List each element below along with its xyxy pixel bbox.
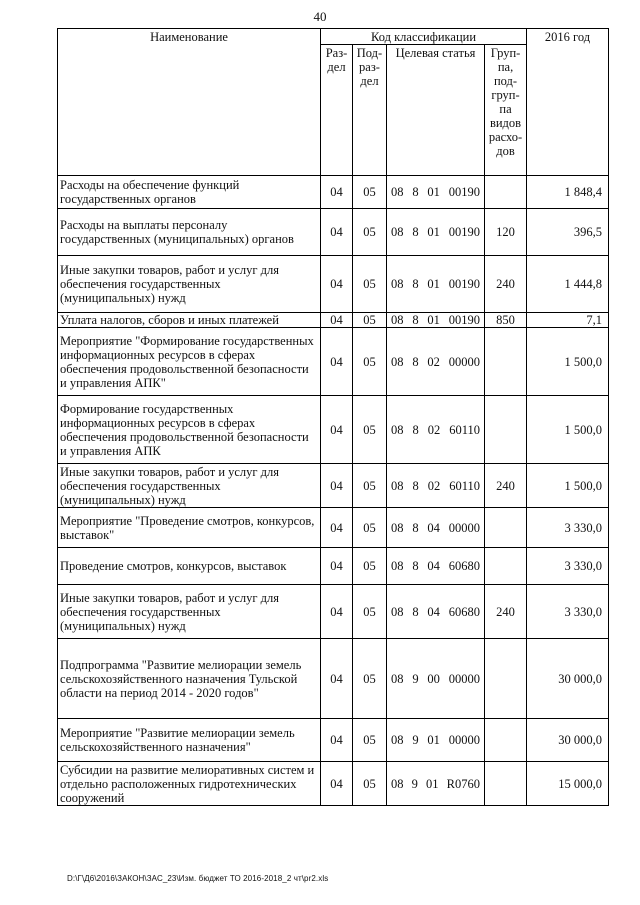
row-target-article (387, 209, 485, 256)
target-article-part: 8 (412, 422, 419, 437)
target-article-part: 02 (427, 422, 441, 437)
row-podrazdel: 05 (353, 256, 387, 313)
row-podrazdel: 05 (353, 176, 387, 209)
header-subsection: Под- раз- дел (353, 45, 387, 176)
target-article-part: 00000 (448, 671, 480, 686)
row-target-article (387, 585, 485, 639)
row-sum: 1 500,0 (527, 396, 609, 464)
target-article-part: 08 (391, 185, 404, 199)
row-sum: 1 444,8 (527, 256, 609, 313)
row-expense-group (485, 639, 527, 719)
row-expense-group: 120 (485, 209, 527, 256)
row-razdel: 04 (321, 464, 353, 508)
target-article-part: 60680 (448, 604, 480, 619)
row-sum: 3 330,0 (527, 585, 609, 639)
row-podrazdel: 05 (353, 762, 387, 806)
row-name: Иные закупки товаров, работ и услуг для обеспечения государственных (муниципальных) нужд (58, 256, 321, 313)
row-name: Мероприятие "Формирование государственных информационных ресурсов в сферах обеспечения продовольственной безопасности и управления АПК" (58, 328, 321, 396)
table-row (58, 508, 609, 548)
table-row (58, 396, 609, 464)
row-podrazdel: 05 (353, 313, 387, 328)
table-row (58, 328, 609, 396)
row-sum: 1 500,0 (527, 328, 609, 396)
row-razdel: 04 (321, 639, 353, 719)
target-article-part: 08 (391, 478, 404, 493)
table-row (58, 464, 609, 508)
target-article-part: 8 (412, 559, 419, 573)
target-article-part: 60110 (449, 478, 480, 493)
target-article-part: 08 (391, 313, 404, 327)
row-podrazdel: 05 (353, 328, 387, 396)
header-target-article: Целевая статья (387, 45, 485, 176)
row-name: Формирование государственных информационных ресурсов в сферах обеспечения продовольственной безопасности и управления АПК (58, 396, 321, 464)
table-row (58, 639, 609, 719)
table-row (58, 313, 609, 328)
row-razdel: 04 (321, 585, 353, 639)
row-sum: 3 330,0 (527, 508, 609, 548)
target-article-part: 01 (427, 313, 440, 327)
target-article-part: 02 (427, 354, 440, 369)
row-expense-group (485, 719, 527, 762)
budget-table (57, 28, 609, 806)
row-podrazdel: 05 (353, 396, 387, 464)
target-article-part: 08 (391, 277, 404, 291)
row-podrazdel: 05 (353, 639, 387, 719)
header-section: Раз- дел (321, 45, 353, 176)
row-name: Расходы на выплаты персоналу государственных (муниципальных) органов (58, 209, 321, 256)
table-row (58, 176, 609, 209)
target-article-part: 01 (427, 277, 440, 291)
row-sum: 1 500,0 (527, 464, 609, 508)
row-sum: 7,1 (527, 313, 609, 328)
target-article-part: 00000 (448, 354, 480, 369)
row-name: Субсидии на развитие мелиоративных систем и отдельно расположенных гидротехнических сооружений (58, 762, 321, 806)
row-target-article (387, 176, 485, 209)
target-article-part: 8 (412, 520, 419, 535)
row-podrazdel: 05 (353, 464, 387, 508)
row-podrazdel: 05 (353, 548, 387, 585)
row-podrazdel: 05 (353, 719, 387, 762)
target-article-part: 08 (391, 422, 404, 437)
row-sum: 15 000,0 (527, 762, 609, 806)
target-article-part: 02 (427, 478, 441, 493)
table-row (58, 762, 609, 806)
row-name: Мероприятие "Проведение смотров, конкурсов, выставок" (58, 508, 321, 548)
row-sum: 30 000,0 (527, 639, 609, 719)
target-article-part: 08 (391, 520, 404, 535)
footer-file-path: D:\Г\Д6\2016\ЗАКОН\ЗАС_23\Изм. бюджет ТО 2016-2018_2 чт\pr2.xls (67, 874, 329, 883)
target-article-part: 00190 (448, 225, 480, 239)
row-expense-group (485, 508, 527, 548)
target-article-part: 01 (426, 776, 439, 791)
header-year: 2016 год (527, 29, 609, 176)
row-razdel: 04 (321, 719, 353, 762)
row-target-article (387, 328, 485, 396)
row-target-article (387, 256, 485, 313)
target-article-part: 00190 (448, 277, 480, 291)
target-article-part: 01 (427, 225, 440, 239)
row-target-article (387, 508, 485, 548)
target-article-part: 08 (391, 604, 404, 619)
row-expense-group: 240 (485, 256, 527, 313)
row-razdel: 04 (321, 256, 353, 313)
target-article-part: 8 (412, 604, 419, 619)
row-razdel: 04 (321, 313, 353, 328)
row-name: Иные закупки товаров, работ и услуг для обеспечения государственных (муниципальных) нужд (58, 585, 321, 639)
target-article-part: 08 (391, 733, 404, 747)
row-target-article (387, 313, 485, 328)
target-article-part: 8 (412, 277, 419, 291)
row-target-article (387, 719, 485, 762)
row-name: Мероприятие "Развитие мелиорации земель сельскохозяйственного назначения" (58, 719, 321, 762)
target-article-part: 00190 (448, 185, 480, 199)
target-article-part: 01 (427, 185, 440, 199)
row-name: Подпрограмма "Развитие мелиорации земель сельскохозяйственного назначения Тульской области на период 2014 - 2020 годов" (58, 639, 321, 719)
target-article-part: 00000 (448, 733, 480, 747)
target-article-part: 60110 (449, 422, 480, 437)
row-razdel: 04 (321, 762, 353, 806)
row-razdel: 04 (321, 548, 353, 585)
row-razdel: 04 (321, 328, 353, 396)
target-article-part: R0760 (446, 776, 480, 791)
target-article-part: 8 (412, 185, 419, 199)
target-article-part: 08 (391, 559, 404, 573)
target-article-part: 08 (391, 776, 404, 791)
row-sum: 3 330,0 (527, 548, 609, 585)
row-razdel: 04 (321, 396, 353, 464)
target-article-part: 04 (427, 604, 440, 619)
target-article-part: 8 (412, 354, 419, 369)
row-expense-group (485, 176, 527, 209)
header-expense-group: Груп- па, под- груп- па видов расхо- дов (485, 45, 527, 176)
row-target-article (387, 396, 485, 464)
table-row (58, 209, 609, 256)
row-target-article (387, 762, 485, 806)
row-name: Иные закупки товаров, работ и услуг для обеспечения государственных (муниципальных) нужд (58, 464, 321, 508)
row-razdel: 04 (321, 209, 353, 256)
table-row (58, 548, 609, 585)
target-article-part: 08 (391, 354, 404, 369)
row-expense-group (485, 328, 527, 396)
row-target-article (387, 548, 485, 585)
target-article-part: 9 (411, 776, 418, 791)
row-name: Уплата налогов, сборов и иных платежей (58, 313, 321, 328)
row-target-article (387, 639, 485, 719)
row-sum: 396,5 (527, 209, 609, 256)
row-expense-group (485, 548, 527, 585)
row-razdel: 04 (321, 508, 353, 548)
target-article-part: 8 (412, 313, 419, 327)
page-number: 40 (313, 9, 327, 24)
target-article-part: 04 (427, 559, 440, 573)
target-article-part: 8 (412, 225, 419, 239)
target-article-part: 8 (412, 478, 419, 493)
row-target-article (387, 464, 485, 508)
target-article-part: 04 (427, 520, 440, 535)
table-header (58, 29, 609, 176)
header-classification-code: Код классификации (321, 29, 527, 45)
table-row (58, 585, 609, 639)
row-razdel: 04 (321, 176, 353, 209)
row-podrazdel: 05 (353, 585, 387, 639)
row-podrazdel: 05 (353, 209, 387, 256)
row-sum: 30 000,0 (527, 719, 609, 762)
target-article-part: 00190 (448, 313, 480, 327)
row-sum: 1 848,4 (527, 176, 609, 209)
row-expense-group (485, 396, 527, 464)
row-name: Расходы на обеспечение функций государственных органов (58, 176, 321, 209)
table-row (58, 256, 609, 313)
table-row (58, 719, 609, 762)
table-body (58, 176, 609, 806)
target-article-part: 00 (427, 671, 440, 686)
row-name: Проведение смотров, конкурсов, выставок (58, 548, 321, 585)
target-article-part: 60680 (448, 559, 480, 573)
target-article-part: 01 (427, 733, 440, 747)
row-expense-group: 850 (485, 313, 527, 328)
target-article-part: 9 (412, 671, 419, 686)
row-expense-group: 240 (485, 585, 527, 639)
target-article-part: 08 (391, 671, 404, 686)
row-podrazdel: 05 (353, 508, 387, 548)
row-expense-group: 240 (485, 464, 527, 508)
header-name: Наименование (58, 29, 321, 176)
target-article-part: 00000 (448, 520, 480, 535)
target-article-part: 08 (391, 225, 404, 239)
target-article-part: 9 (412, 733, 419, 747)
row-expense-group (485, 762, 527, 806)
